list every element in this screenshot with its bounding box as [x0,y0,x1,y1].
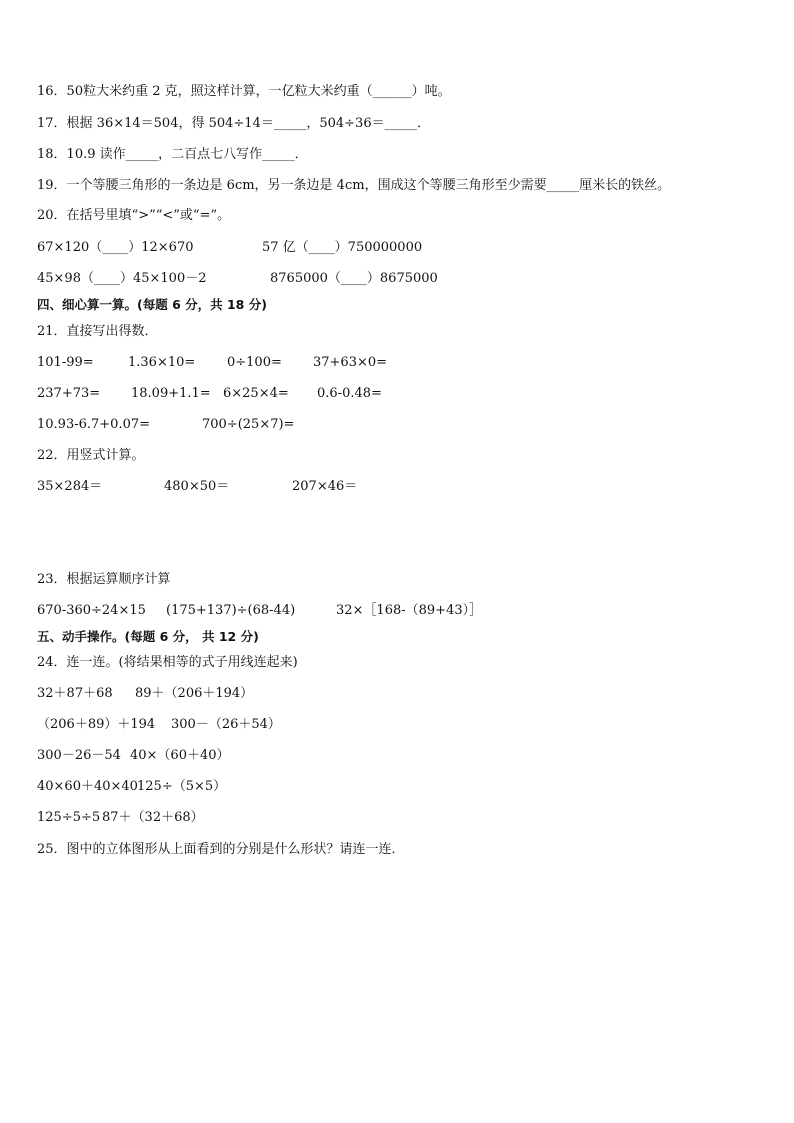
question-24-prompt: 24．连一连。(将结果相等的式子用线连起来) [37,655,298,670]
question-18: 18．10.9 读作_____，二百点七八写作_____． [37,147,308,162]
mental-math-item: 18.09+1.1= [131,386,211,401]
compare-item: 57 亿（____）750000000 [262,240,423,255]
match-right-item: 40×（60＋40） [130,748,230,763]
question-19: 19．一个等腰三角形的一条边是 6cm，另一条边是 4cm，围成这个等腰三角形至少需要_____厘米长的铁丝。 [37,178,671,193]
compare-item: 45×98（____）45×100－2 [37,271,207,286]
order-calc-item: (175+137)÷(68-44) [166,603,296,618]
mental-math-item: 37+63×0= [313,355,388,370]
match-left-item: （206＋89）＋194 [37,717,156,732]
compare-item: 67×120（____）12×670 [37,240,194,255]
match-right-item: 125÷（5×5） [137,779,227,794]
mental-math-item: 700÷(25×7)= [202,417,295,432]
match-right-item: 300－（26＋54） [171,717,281,732]
match-right-item: 87＋（32＋68） [102,810,204,825]
order-calc-item: 670-360÷24×15 [37,603,146,618]
question-16: 16．50粒大米约重 2 克，照这样计算，一亿粒大米约重（______）吨。 [37,84,451,99]
section-5-heading: 五、动手操作。(每题 6 分， 共 12 分) [37,629,259,644]
section-4-heading: 四、细心算一算。(每题 6 分，共 18 分) [37,297,267,312]
question-23-prompt: 23．根据运算顺序计算 [37,572,171,587]
mental-math-item: 10.93-6.7+0.07= [37,417,151,432]
mental-math-item: 0.6-0.48= [317,386,382,401]
question-17: 17．根据 36×14＝504，得 504÷14＝_____，504÷36＝_____． [37,116,431,131]
question-22-prompt: 22．用竖式计算。 [37,448,145,463]
order-calc-item: 32×［168-（89+43）］ [336,603,483,618]
mental-math-item: 6×25×4= [223,386,289,401]
match-left-item: 300－26－54 [37,748,121,763]
vertical-calc-item: 35×284＝ [37,479,103,494]
question-21-prompt: 21．直接写出得数． [37,324,158,339]
vertical-calc-item: 207×46＝ [292,479,358,494]
mental-math-item: 101-99= [37,355,94,370]
mental-math-item: 0÷100= [227,355,282,370]
mental-math-item: 1.36×10= [128,355,196,370]
match-left-item: 40×60＋40×40 [37,779,138,794]
compare-item: 8765000（____）8675000 [270,271,438,286]
question-25: 25．图中的立体图形从上面看到的分别是什么形状？请连一连． [37,842,405,857]
match-right-item: 89＋（206＋194） [135,686,254,701]
match-left-item: 125÷5÷5 [37,810,101,825]
match-left-item: 32＋87＋68 [37,686,113,701]
mental-math-item: 237+73= [37,386,101,401]
vertical-calc-item: 480×50＝ [164,479,230,494]
question-20-prompt: 20．在括号里填“>”“<”或“=”。 [37,208,231,223]
